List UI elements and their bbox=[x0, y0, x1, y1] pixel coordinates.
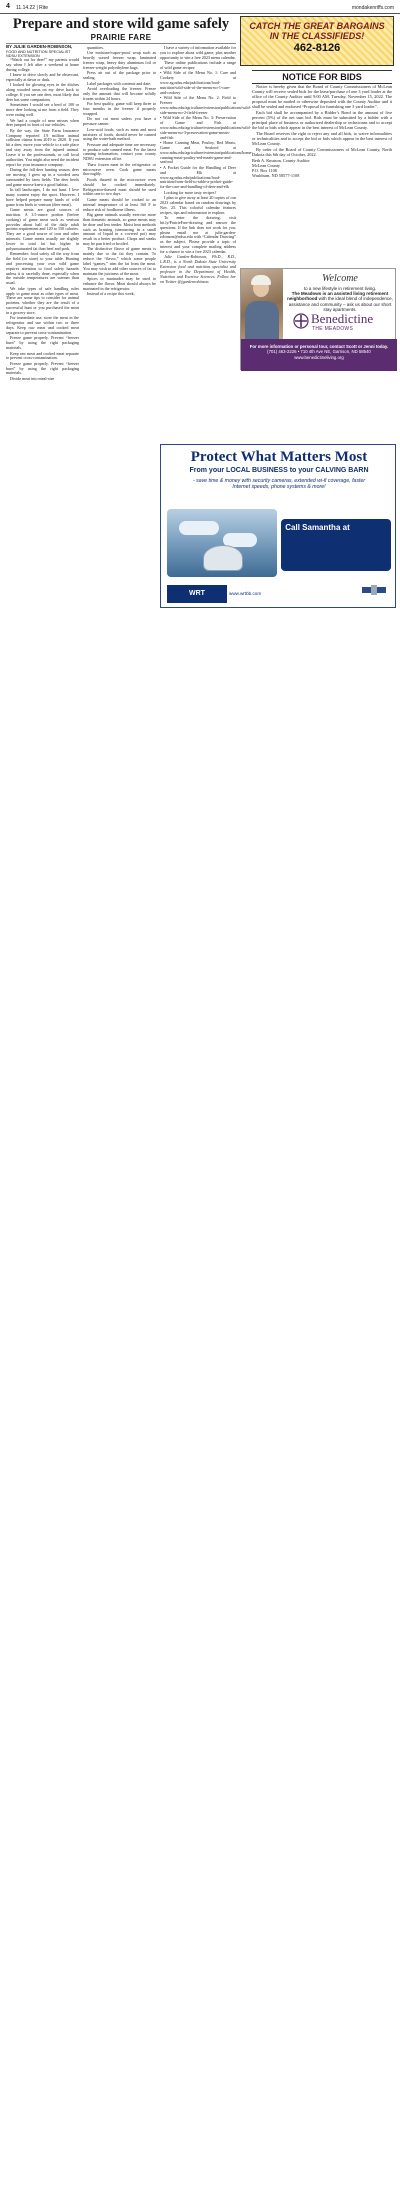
paragraph: I plan to give away at least 20 copies of our 2023 calendar based on random drawings by Nov. 25. This colorful calendar features recipes, tips and information to explore. bbox=[160, 195, 236, 215]
meadows-ad[interactable] bbox=[240, 268, 396, 370]
byline-org: NDSU EXTENSION bbox=[6, 54, 40, 59]
paragraph: Divide meat into meal-size bbox=[10, 375, 55, 381]
paragraph: Freeze game properly. Prevent “freezer burn” by using the right packaging materials. bbox=[6, 335, 79, 351]
paragraph: By the way, the State Farm Insurance Company reported 1.9 million animal collision claims from 2019 to 2020. If you hit a deer, move your vehicle to a safe place and stay away from the injured animal. Leave it to the professionals, or call local authorities. You might also need the incident report for your insurance company. bbox=[6, 127, 79, 167]
ad-subtitle: From your LOCAL BUSINESS to your CALVING BARN bbox=[189, 467, 369, 474]
paragraph: “Watch out for deer!” my parents would say when I left after a weekend at home during college. bbox=[6, 57, 79, 72]
paragraph: Press air out of the package prior to sealing. bbox=[83, 70, 156, 81]
paragraph: Keep raw meat and cooked meat separate to prevent cross-contamination. bbox=[6, 350, 79, 361]
cross-icon bbox=[293, 313, 309, 329]
paragraph: For best quality, game will keep three to four months in the freezer if properly wrapped. bbox=[83, 101, 156, 116]
notice-title: NOTICE FOR BIDS bbox=[252, 70, 392, 84]
issue-date: 11.14.22 | Rite bbox=[16, 5, 49, 11]
author-bio: Julie Garden-Robinson, Ph.D., R.D., L.R.D., is a North Dakota State University Extension food and nutrition specialist and professor in the Department of Health, Nutrition and Exercise Sciences. Follow her on Twitter @jgardenrobinson. bbox=[160, 254, 236, 284]
satellite-icon bbox=[361, 579, 387, 601]
paragraph: I looked for glowing eyes in the ditches along wooded areas on my drive back to college. If you see one deer, most likely that deer has some companions. bbox=[6, 82, 79, 102]
notice-paragraph: The Board reserves the right to reject any and all bids, to waive informalities or technicalities and to accept the bid or bids which appear in the best interest of McLean County. bbox=[252, 131, 392, 146]
paragraph: During the fall deer hunting season, deer are moving. I grew up in a wooded area surrounded by farm fields. The deer herds and game moose knew a good habitat. bbox=[6, 167, 79, 187]
article-headline: Prepare and store wild game safely bbox=[12, 16, 230, 32]
paragraph: Label packages with contents and date. bbox=[87, 80, 152, 86]
classified-line-2: IN THE CLASSIFIEDS! bbox=[269, 31, 365, 41]
paragraph: To enter the drawing, visit bit.ly/PrairieFare-drawing and answer the questions. If the link does not work for you, please email me at julie.garden-robinson@ndsu.edu with “Calendar Drawing” as the subject. Please provide a topic of interest and your complete mailing address for a chance to win a free 2023 calendar. bbox=[160, 215, 236, 254]
paragraph: Pressure and adequate time are necessary to produce safe canned meat. For the latest canning information, contact your county NDSU extension office. bbox=[83, 141, 156, 162]
site-link[interactable]: mondakenriffs.com bbox=[351, 5, 394, 11]
paragraph: The distinctive flavor of game meats is mainly due to the fat they contain. To reduce the “flavor,” which some people label “gamey,” trim the fat from the meat. You may wish to add other sources of fat to maintain the juiciness of the meat. bbox=[83, 246, 156, 276]
notice-for-bids bbox=[252, 84, 392, 266]
paragraph: Use moisture/vapor-proof wrap such as heavily waxed freezer wrap, laminated freezer wrap, heavy duty aluminum foil or freezer-weight polyethylene bags. bbox=[83, 50, 156, 70]
paragraph: We had a couple of near misses when deer jumped in front of our vehicles. bbox=[6, 117, 79, 128]
satellite-dish-icon bbox=[203, 545, 243, 571]
paragraph: Big game animals usually exercise more than domestic animals, so game meats may be drier and less tender. Moist heat methods such as braising (simmering in a small amount of liquid in a covered pot) may result in a better product. Chops and steaks may be pan fried or broiled. bbox=[83, 211, 156, 247]
call-to-action[interactable]: Call Samantha at 701-748-2211 for a SITE VISIT & for FREE quote! bbox=[281, 519, 391, 571]
notice-paragraph: Notice is hereby given that the Board of County Commissioners of McLean County will receive sealed bids for the lease/purchase of one 3 yard loader at the office of the County Auditor until 9:00 AM, Tuesday, November 15, 2022. The proposal must be mailed or otherwise deposited with the County Auditor and it shall be sealed and endorsed “Proposal for furnishing one 3 yard loader”. bbox=[252, 84, 392, 109]
paragraph: Spices or marinades may be used to enhance the flavor. Meat should always be marinated in the refrigerator. bbox=[83, 276, 156, 291]
signature-line: McLean County bbox=[252, 163, 281, 168]
paragraph: Looking for more tasty recipes? bbox=[164, 189, 217, 195]
paragraph: Thaw frozen meat in the refrigerator or microwave oven. Cook game meats thoroughly. bbox=[83, 161, 156, 177]
page-number: 4 bbox=[6, 3, 10, 10]
classified-ad[interactable] bbox=[240, 16, 394, 66]
signature-line: Beth A. Knutson, County Auditor bbox=[252, 158, 310, 163]
paragraph: Game meats should be cooked to an internal temperature of at least 160 F to reduce risk of foodborne illness. bbox=[83, 196, 156, 212]
link-list-item[interactable]: • Wild Side of the Menu No. 1: Care and Cookery at www.ag.ndsu.edu/publications/food-nutrition/wild-side-of-the-menu-no-1-care-and-cookery bbox=[160, 70, 236, 95]
notice-paragraph: By order of the Board of County Commissioners of McLean County, North Dakota this 6th day of October, 2022. bbox=[252, 147, 392, 157]
welcome-heading: Welcome bbox=[322, 273, 358, 284]
contact-band: For more information or personal tour, contact Scott or Jenni today. (701) 463-2226 • 710 4th Ave NE, Garrison, ND 58540 www.benedictineliving.org bbox=[241, 339, 397, 371]
paragraph: Freeze game properly. Prevent “freezer burn” by using the right packaging materials. bbox=[6, 360, 79, 376]
paragraph: Game meats are good sources of nutrition. A 3.5-ounce portion (before cooking) of game meat such as venison provides about half of the daily adult protein requirement and 120 to 150 calories. They are a good source of iron and other minerals. Game meats usually are slightly lower in total fat but higher in polyunsaturated fat than beef and pork. bbox=[6, 207, 79, 251]
wrt-ad[interactable] bbox=[160, 444, 396, 1652]
logo-sub: THE MEADOWS bbox=[312, 326, 354, 332]
ad-photo bbox=[167, 509, 277, 577]
paragraph: We take types of safe handling rules apply to game meat as other types of meat. These are some tips to consider for animal proteins, whether they are the result of a successful hunt or you purchased the meat in a grocery store. bbox=[6, 285, 79, 315]
benedictine-logo bbox=[285, 311, 397, 335]
article-column-1 bbox=[6, 58, 79, 608]
wrt-logo: WRT bbox=[167, 585, 227, 603]
paragraph: I knew to drive slowly and be observant, especially at dawn or dusk. bbox=[6, 72, 79, 82]
paragraph: Foods thawed in the microwave oven should be cooked immediately. Refrigerator-thawed meat should be used within one to two days. bbox=[83, 176, 156, 197]
page-header bbox=[0, 0, 400, 14]
byline-title: FOOD AND NUTRITION SPECIALIST bbox=[6, 49, 71, 54]
logo-name: Benedictine bbox=[311, 311, 374, 326]
signature-line: Washburn, ND 58577-1108 bbox=[252, 173, 300, 178]
classified-line-1: CATCH THE GREAT BARGAINS bbox=[249, 21, 385, 31]
link-list-item[interactable]: • A Pocket Guide for the Handling of Deer and Elk at www.ag.ndsu.edu/publications/food-nutrition/from-field-to-table-a-pocket-guide-for-the-care-and-handling-of-deer-and-elk bbox=[160, 164, 236, 190]
paragraph: I have a variety of information available for you to explore about wild game, plus another opportunity to win a free 2023 menu calendar. bbox=[160, 45, 236, 60]
notice-paragraph: Each bid shall be accompanied by a Bidder’s Bond in the amount of five percent (5%) of the net sum bid. Bids must be submitted by a bidder with a principal place of business or authorized dealership or technicians and to accept the bid or bids which appear in the best interest of McLean County. bbox=[252, 110, 392, 130]
link-list-item[interactable]: • Wild Side of the Menu No. 3: Preservation of Game and Fish at www.ndsu.edu/agriculture/extension/publications/wild-side-menu-no-3-preservation-game-meats-and-fish bbox=[160, 115, 251, 140]
paragraph: Do not cut meat unless you have a pressure canner. bbox=[83, 116, 156, 127]
paragraph: Sometimes I would see a herd of 100 or more deer looking at me from a field. They were eating well. bbox=[6, 102, 79, 118]
ad-title: Protect What Matters Most bbox=[190, 449, 368, 465]
classified-phone: 462-8126 bbox=[293, 42, 341, 54]
paragraph: For immediate use, store the meat in the refrigerator and use within two or three days. Keep raw meat and cooked meat separate to prevent cross-contamination. bbox=[6, 315, 79, 335]
paragraph: These online publications include a range of wild game recipes: bbox=[160, 60, 236, 70]
paragraph: Low-acid foods, such as meat and most mixtures of foods, should never be canned using the water-bath method. bbox=[83, 126, 156, 142]
link-list-item[interactable]: • Home Canning Meat, Poultry, Red Meats, Game and Seafood at www.ndsu.edu/agriculture/extension/publications/home-canning-meat-poultry-red-meats-game-and-seafood bbox=[160, 140, 253, 165]
resident-photo bbox=[241, 269, 283, 339]
meadows-tagline: to a new lifestyle in retirement living. The Meadows is an assisted living retirement neighborhood with the ideal blend of independence, assistance and community – ask us about our short stay apartments. bbox=[287, 286, 393, 312]
paragraph: In fall landscapes, I do not hunt. I love many women enjoy the sport. However, I have helped prepare many kinds of wild game from birds to venison (deer meat). bbox=[6, 187, 79, 207]
paragraph: Remember: food safety all the way from the field (or store) to your table. Hunting and processing your own wild game requires attention to food safety hazards unless it is carefully done, especially when the outside temperatures are warmer than usual. bbox=[6, 251, 79, 286]
paragraph: quantities. bbox=[87, 45, 104, 50]
byline-name: BY JULIE GARDEN-ROBINSON, bbox=[6, 44, 73, 49]
ad-website[interactable]: www.wrtbb.com bbox=[229, 591, 262, 596]
article-column-2 bbox=[83, 46, 156, 608]
link-list-item[interactable]: • Wild Side of the Menu No. 2: Field to Freezer at www.ndsu.edu/agriculture/extension/publications/wild-side-menu-no-2-field-freezer bbox=[160, 95, 251, 115]
signature-line: P.O. Box 1108 bbox=[252, 168, 277, 173]
column-section-title: PRAIRIE FARE bbox=[6, 33, 236, 44]
ad-bullets: - save time & money with security cameras, extended wi-fi coverage, faster Internet speeds, phone systems & more! bbox=[192, 478, 366, 491]
paragraph: Instead of a recipe this week, bbox=[87, 291, 135, 297]
paragraph: Avoid overloading the freezer. Freeze only the amount that will become solidly frozen within 24 hours. bbox=[83, 86, 156, 101]
